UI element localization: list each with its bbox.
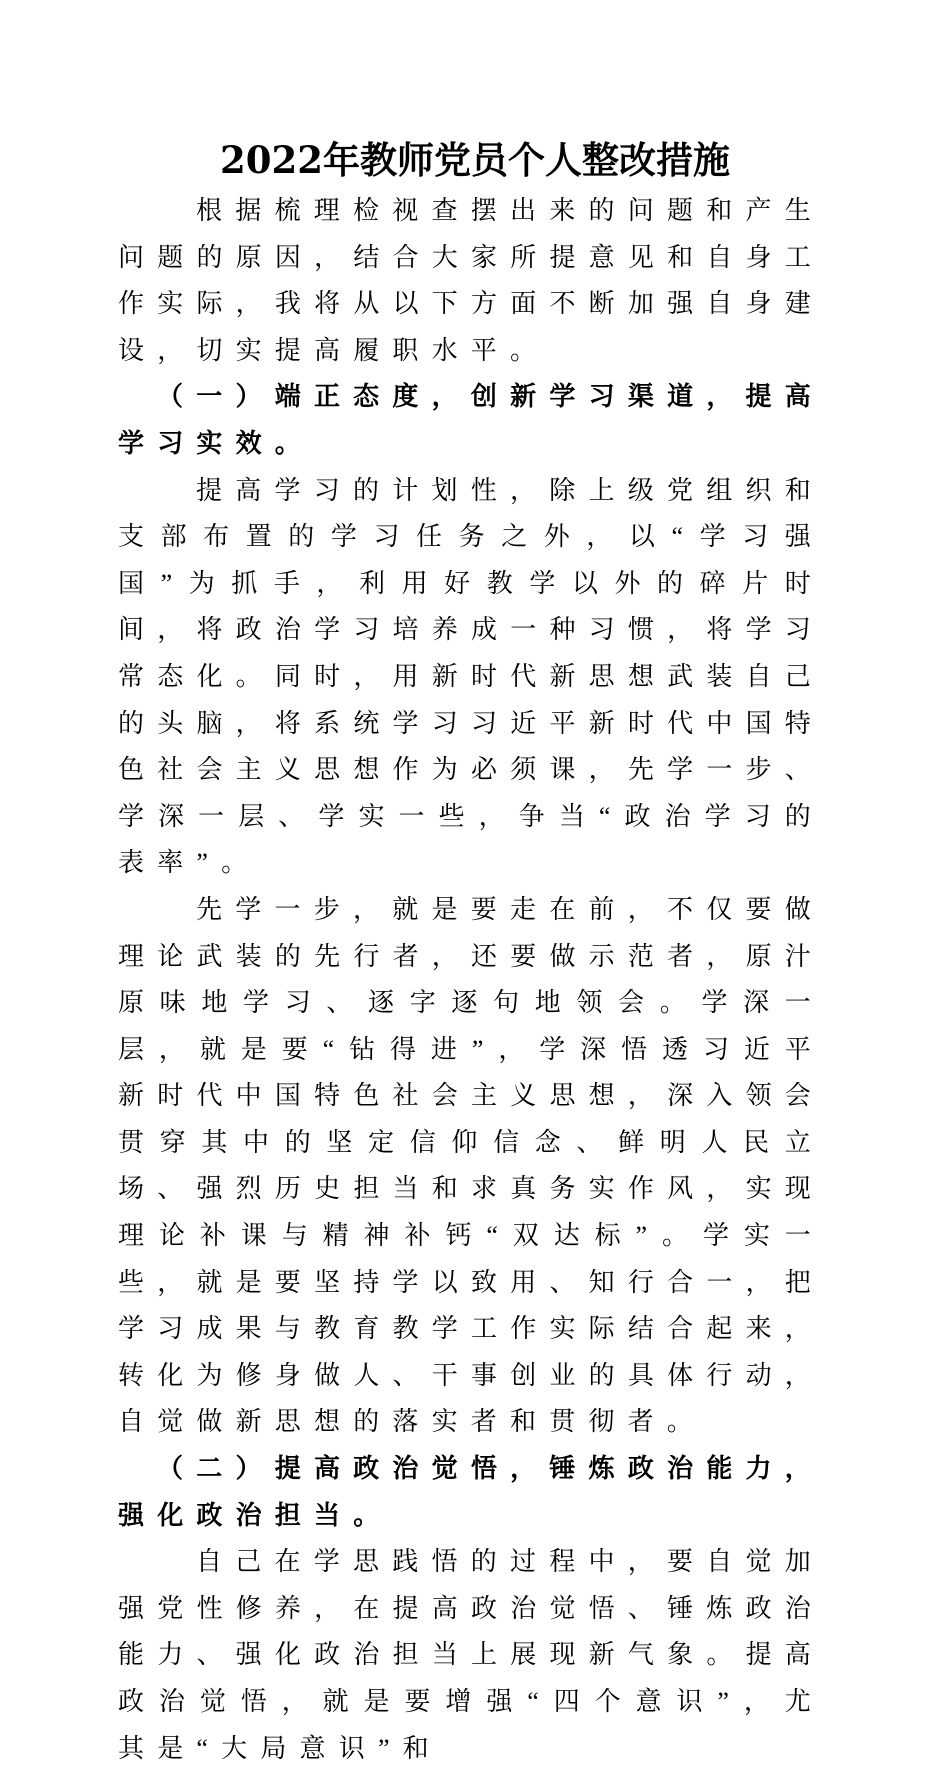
body-paragraph-political-awareness: 自己在学思践悟的过程中，要自觉加强党性修养，在提高政治觉悟、锤炼政治能力、强化政治担当上展现新气象。提高政治觉悟，就是要增强“四个意识”，尤其是“大局意识”和	[118, 1547, 824, 1763]
document-title: 2022年教师党员个人整改措施	[220, 138, 730, 182]
body-paragraph-learn-first: 先学一步，就是要走在前，不仅要做理论武装的先行者，还要做示范者，原汁原味地学习、逐字逐句地领会。学深一层，就是要“钻得进”，学深悟透习近平新时代中国特色社会主义思想，深入领会贯穿其中的坚定信仰信念、鲜明人民立场、强烈历史担当和求真务实作风，实现理论补课与精神补钙“双达标”。学实一些，就是要坚持学以致用、知行合一，把学习成果与教育教学工作实际结合起来，转化为修身做人、干事创业的具体行动，自觉做新思想的落实者和贯彻者。	[118, 894, 824, 1437]
body-paragraph-study-plan: 提高学习的计划性，除上级党组织和支部布置的学习任务之外，以“学习强国”为抓手，利用好教学以外的碎片时间，将政治学习培养成一种习惯，将学习常态化。同时，用新时代新思想武装自己的头脑，将系统学习习近平新时代中国特色社会主义思想作为必须课，先学一步、学深一层、学实一些，争当“政治学习的表率”。	[118, 475, 824, 878]
document-body	[118, 188, 824, 1772]
intro-paragraph: 根据梳理检视查摆出来的问题和产生问题的原因，结合大家所提意见和自身工作实际，我将从以下方面不断加强自身建设，切实提高履职水平。	[118, 196, 824, 365]
section-heading-1: （一）端正态度，创新学习渠道，提高学习实效。	[118, 382, 824, 458]
section-heading-2: （二）提高政治觉悟，锤炼政治能力，强化政治担当。	[118, 1454, 824, 1530]
